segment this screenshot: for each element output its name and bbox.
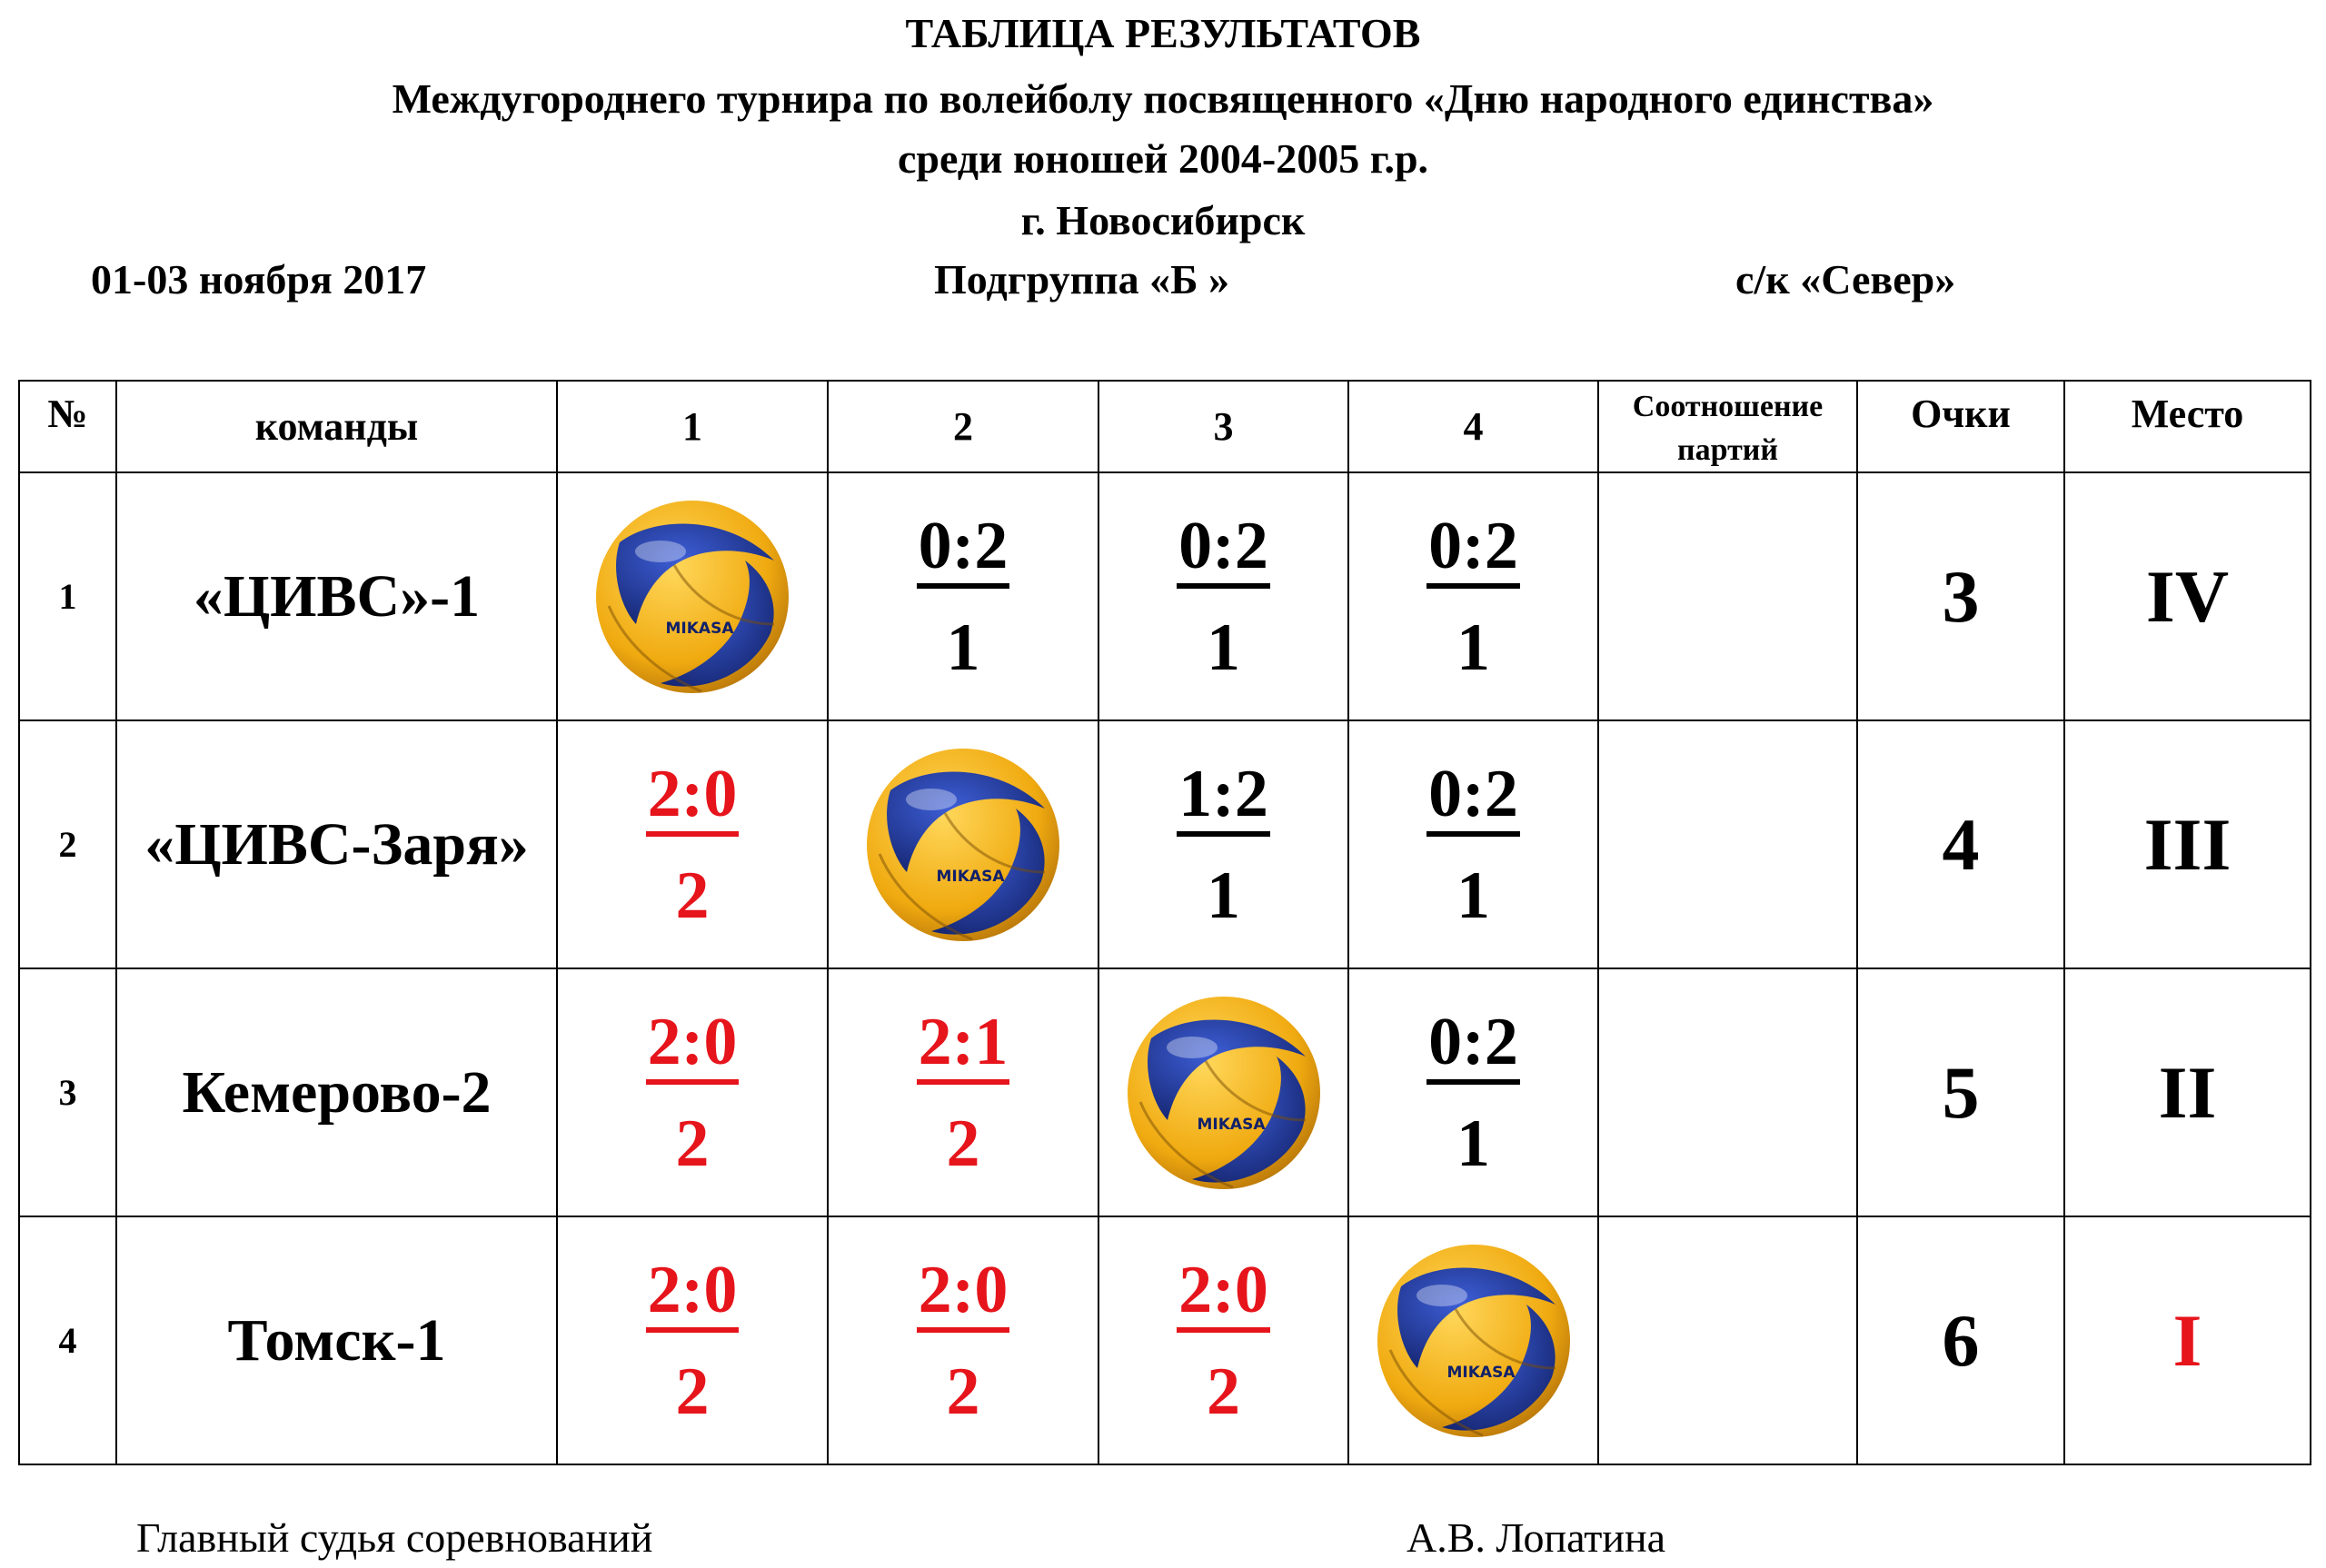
match-result [558,1004,827,1181]
set-score: 2:0 [1177,1256,1270,1333]
volleyball-icon [1124,993,1324,1193]
set-score: 0:2 [1426,1008,1520,1085]
place-value: I [2064,1216,2311,1464]
match-points: 2 [946,1354,980,1429]
team-name: Кемерово-2 [116,968,557,1216]
header-col-1: 1 [557,381,828,472]
header-place: Место [2064,381,2311,472]
set-score: 2:0 [646,1008,740,1085]
header-set-ratio [1598,381,1857,472]
set-score: 2:0 [646,1256,740,1333]
match-cell-1 [557,720,828,968]
results-table [18,380,2311,1465]
header-points: Очки [1857,381,2064,472]
set-ratio-cell [1598,472,1857,720]
set-score: 0:2 [1426,512,1520,589]
match-result [829,1252,1098,1429]
subgroup-label: Подгруппа «Б » [934,256,1230,303]
city: г. Новосибирск [1020,197,1306,243]
match-cell-4 [1348,720,1598,968]
match-cell-3 [1098,720,1348,968]
match-result [558,756,827,933]
ball-logo-text: MIKASA [1197,1115,1265,1134]
points-value: 6 [1857,1216,2064,1464]
match-points: 2 [675,1354,710,1429]
match-cell-2 [828,1216,1098,1464]
match-points: 1 [1207,858,1240,933]
match-cell-2 [828,472,1098,720]
match-points: 2 [675,1106,710,1181]
set-score: 2:0 [917,1256,1010,1333]
match-cell-4 [1348,472,1598,720]
match-cell-3 [1098,968,1348,1216]
points-value: 3 [1857,472,2064,720]
place-value: III [2064,720,2311,968]
header-col-3: 3 [1098,381,1348,472]
match-result [829,508,1098,685]
match-cell-1 [557,1216,828,1464]
header-row [19,381,2311,472]
match-result [1349,508,1597,685]
table-row [19,472,2311,720]
match-result [1099,756,1347,933]
chief-judge-name: А.В. Лопатина [1407,1514,1666,1561]
volleyball-icon [592,497,792,697]
venue-label: с/к «Север» [1735,256,1956,303]
header-no: № [19,381,116,472]
match-points: 1 [1456,1106,1490,1181]
match-result [1099,508,1347,685]
match-result [1099,1252,1347,1429]
ball-logo-text: MIKASA [936,867,1005,886]
header-teams: команды [116,381,557,472]
match-points: 1 [1456,858,1490,933]
table-row [19,968,2311,1216]
header-set-ratio-line1: Соотношение [1632,390,1824,423]
row-number: 1 [19,472,116,720]
match-cell-3 [1098,472,1348,720]
match-cell-1 [557,968,828,1216]
ball-logo-text: MIKASA [1446,1363,1515,1382]
match-cell-3 [1098,1216,1348,1464]
points-value: 5 [1857,968,2064,1216]
match-cell-1 [557,472,828,720]
set-score: 2:1 [917,1008,1010,1085]
row-number: 3 [19,968,116,1216]
set-ratio-cell [1598,1216,1857,1464]
chief-judge-label: Главный судья соревнований [136,1514,653,1561]
set-score: 2:0 [646,760,740,837]
team-name: «ЦИВС-Заря» [116,720,557,968]
header-col-4: 4 [1348,381,1598,472]
header-set-ratio-line2: партий [1677,432,1778,467]
ball-logo-text: MIKASA [665,619,734,638]
set-score: 0:2 [1177,512,1270,589]
match-cell-4 [1348,968,1598,1216]
match-result [1349,1004,1597,1181]
match-result [1349,756,1597,933]
team-name: Томск-1 [116,1216,557,1464]
match-points: 2 [1207,1354,1240,1429]
set-ratio-cell [1598,968,1857,1216]
table-row [19,720,2311,968]
place-value: II [2064,968,2311,1216]
match-cell-4 [1348,1216,1598,1464]
event-dates: 01-03 ноября 2017 [91,256,427,303]
match-cell-2 [828,968,1098,1216]
set-ratio-cell [1598,720,1857,968]
age-group: среди юношей 2004-2005 г.р. [897,135,1429,182]
table-row [19,1216,2311,1464]
match-points: 2 [675,858,710,933]
match-points: 1 [1207,610,1240,685]
document-title: ТАБЛИЦА РЕЗУЛЬТАТОВ [905,10,1421,56]
match-points: 1 [946,610,980,685]
set-score: 1:2 [1177,760,1270,837]
row-number: 2 [19,720,116,968]
volleyball-icon [863,745,1063,945]
row-number: 4 [19,1216,116,1464]
place-value: IV [2064,472,2311,720]
team-name: «ЦИВС»-1 [116,472,557,720]
header-col-2: 2 [828,381,1098,472]
match-result [829,1004,1098,1181]
points-value: 4 [1857,720,2064,968]
match-points: 1 [1456,610,1490,685]
tournament-name: Междугороднего турнира по волейболу посвященного «Дню народного единства» [392,75,1934,122]
match-cell-2 [828,720,1098,968]
volleyball-icon [1374,1241,1574,1441]
match-result [558,1252,827,1429]
set-score: 0:2 [1426,760,1520,837]
set-score: 0:2 [917,512,1010,589]
match-points: 2 [946,1106,980,1181]
